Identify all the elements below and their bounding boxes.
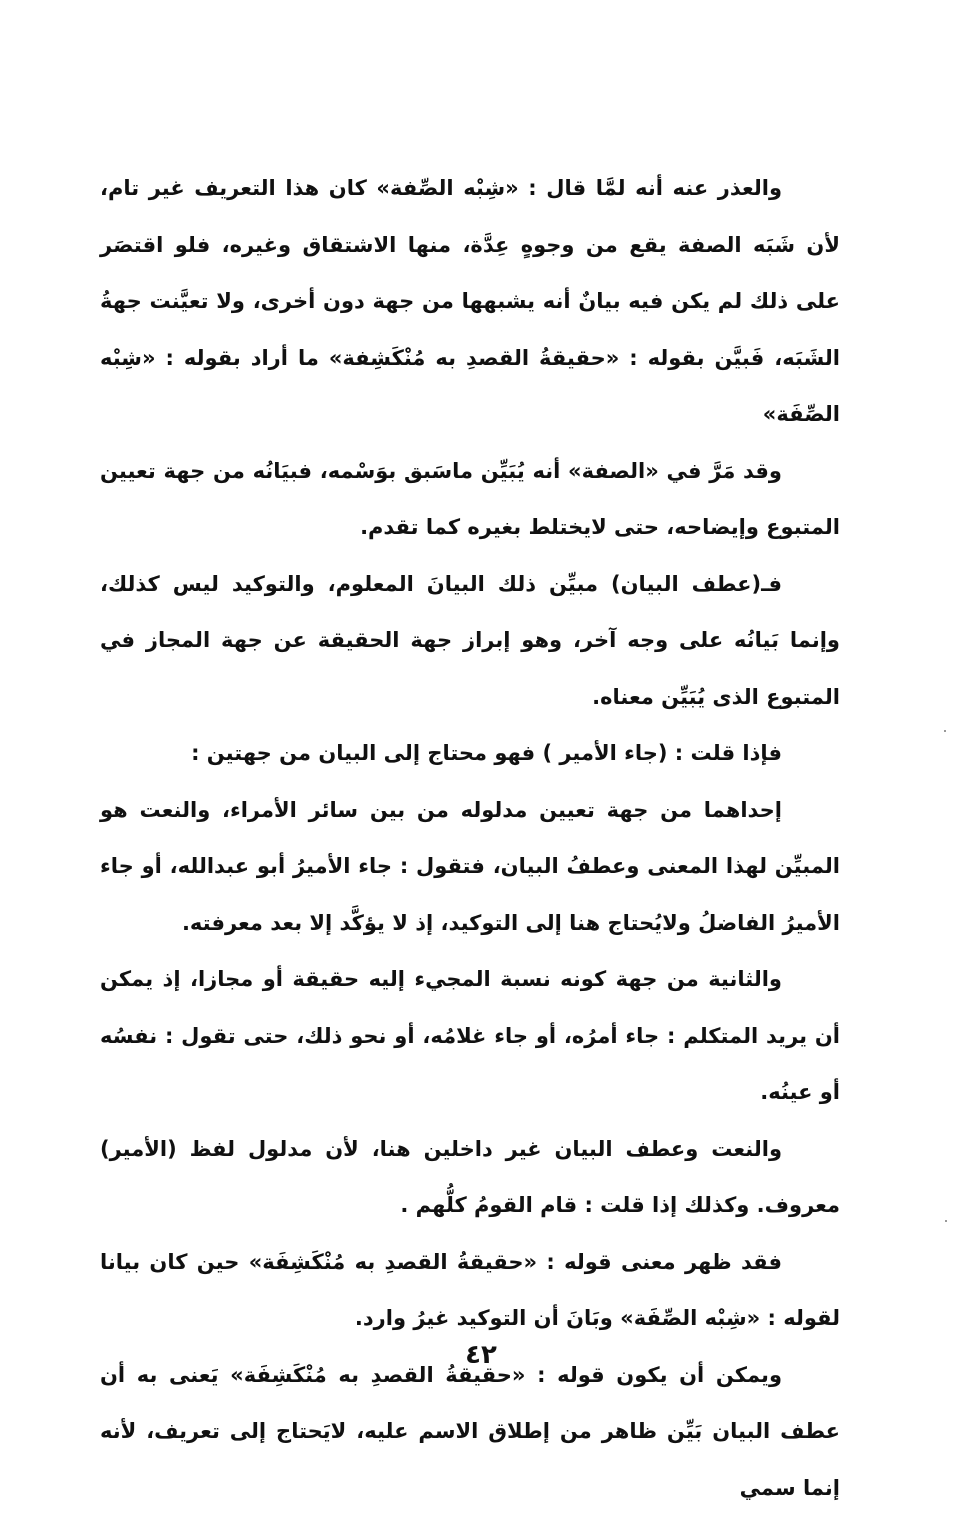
paragraph-7: والنعت وعطف البيان غير داخلين هنا، لأن مدلول لفظ (الأمير) معروف. وكذلك إذا قلت : قام القومُ كلُّهم . bbox=[100, 1121, 840, 1234]
scan-speck bbox=[944, 730, 946, 732]
paragraph-1: والعذر عنه أنه لمَّا قال : «شِبْه الصِّفة» كان هذا التعريف غير تام، لأن شَبَه الصفة يقع من وجوهٍ عِدَّة، منها الاشتقاق وغيره، فلو اقتصَر على ذلك لم يكن فيه بيانٌ أنه يشبهها من جهة دون أخرى، ولا تعيَّنت جهةُ الشَبَه، فَبيَّن بقوله : «حقيقةُ القصدِ به مُنْكَشِفة» ما أراد بقوله : «شِبْه الصِّفَة» bbox=[100, 160, 840, 443]
scan-speck bbox=[945, 1220, 947, 1222]
paragraph-3: فـ(عطف البيان) مبيِّن ذلك البيانَ المعلوم، والتوكيد ليس كذلك، وإنما بَيانُه على وجه آخر، وهو إبراز جهة الحقيقة عن جهة المجاز في المتبوع الذى يُبَيِّن معناه. bbox=[100, 556, 840, 726]
paragraph-6: والثانية من جهة كونه نسبة المجيء إليه حقيقة أو مجازا، إذ يمكن أن يريد المتكلم : جاء أمرُه، أو جاء غلامُه، أو نحو ذلك، حتى تقول : نفسُه أو عينُه. bbox=[100, 951, 840, 1121]
paragraph-2: وقد مَرَّ في «الصفة» أنه يُبَيِّن ماسَبق بوَسْمه، فبيَانُه من جهة تعيين المتبوع وإيضاحه، حتى لايختلط بغيره كما تقدم. bbox=[100, 443, 840, 556]
page-number: ٤٢ bbox=[0, 1340, 962, 1370]
paragraph-5: إحداهما من جهة تعيين مدلوله من بين سائر الأمراء، والنعت هو المبيِّن لهذا المعنى وعطفُ البيان، فتقول : جاء الأميرُ أبو عبدالله، أو جاء الأميرُ الفاضلُ ولايُحتاج هنا إلى التوكيد، إذ لا يؤكَّد إلا بعد معرفته. bbox=[100, 782, 840, 952]
body-text bbox=[100, 160, 840, 1516]
paragraph-8: فقد ظهر معنى قوله : «حقيقةُ القصدِ به مُنْكَشِفَة» حين كان بيانا لقوله : «شِبْه الصِّفَة» وبَانَ أن التوكيد غيرُ وارد. bbox=[100, 1234, 840, 1347]
paragraph-4: فإذا قلت : (جاء الأمير ) فهو محتاج إلى البيان من جهتين : bbox=[100, 725, 840, 782]
paragraph-9: ويمكن أن يكون قوله : «حقيقةُ القصدِ به مُنْكَشِفَة» يَعنى به أن عطف البيان بَيِّن ظاهر من إطلاق الاسم عليه، لايَحتاج إلى تعريف، لأنه إنما سمي bbox=[100, 1347, 840, 1516]
